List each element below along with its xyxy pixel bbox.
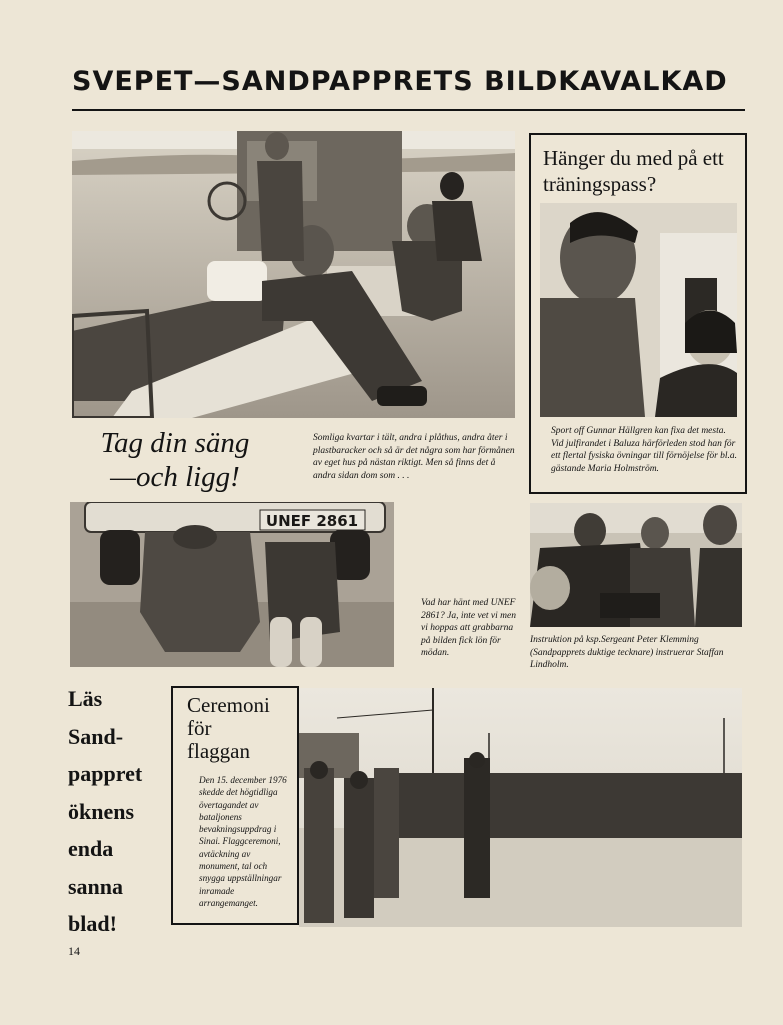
ceremony-title-line1: Ceremoni <box>187 693 270 717</box>
training-box-title: Hänger du med på ett träningspass? <box>543 146 724 196</box>
promo-line: enda <box>68 836 114 861</box>
photo-bed-in-desert <box>72 131 515 418</box>
bed-story-title <box>80 426 270 494</box>
training-box <box>529 133 747 494</box>
truck-story-caption: Vad har hänt med UNEF 2861? Ja, inte vet vi men vi hoppas att grabbarna på bilden fick lön för mödan. <box>421 598 516 658</box>
promo-line: Läs <box>68 686 103 711</box>
ceremony-box-title <box>187 694 295 763</box>
promo-line: Sand- <box>68 723 124 749</box>
promo-line: pappret <box>68 761 143 786</box>
ceremony-title-line2: för <box>187 716 212 740</box>
photo-truck-unef <box>70 502 394 667</box>
instruction-caption: Instruktion på ksp.Sergeant Peter Klemming (Sandpapprets duktige tecknare) instruerar Staffan Lindholm. <box>530 635 724 670</box>
bed-story-title-line1: Tag din säng <box>100 427 250 459</box>
sandpappret-promo <box>68 680 168 943</box>
promo-line: sanna <box>68 873 124 899</box>
ceremony-box-body: Den 15. december 1976 skedde det högtidliga övertagandet av bataljonens bevakningsuppdrag i Sinai. Flaggceremoni, avtäckning av monument, tal och snygga uppställningar inramade arrangemanget. <box>199 775 287 908</box>
promo-line: öknens <box>68 798 135 824</box>
photo-instruction <box>530 503 742 627</box>
promo-line: blad! <box>68 911 117 936</box>
ceremony-box <box>171 686 299 925</box>
training-box-caption: Sport off Gunnar Hällgren kan fixa det mesta. Vid julfirandet i Baluza härförleden stod han för ett flertal fysiska övningar till förnöjelse för bl.a. gästande Maria Holmström. <box>551 426 738 474</box>
page-number: 14 <box>68 944 80 958</box>
ceremony-title-line3: flaggan <box>187 739 250 763</box>
page-headline: SVEPET—SANDPAPPRETS BILDKAVALKAD <box>72 66 728 97</box>
bed-story-caption: Somliga kvartar i tält, andra i plåthus, andra åter i plastbaracker och så är det några som har förmånen av eget hus på nästan riktigt. Men så finns det å andra sidan dom som . . . <box>313 433 515 481</box>
photo-training-portraits <box>540 203 737 417</box>
photo-flag-ceremony <box>299 688 742 927</box>
truck-plate: UNEF 2861 <box>265 512 359 530</box>
headline-rule <box>72 109 745 111</box>
bed-story-title-line2: —och ligg! <box>110 461 240 493</box>
